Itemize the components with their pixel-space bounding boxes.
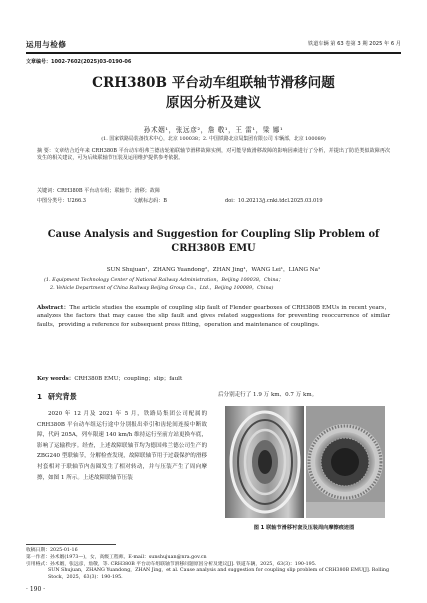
section-tag: 运用与检修: [26, 40, 67, 49]
abstract-en-label: Abstract：: [37, 305, 70, 311]
clc-number: 中图分类号：U266.3: [37, 198, 86, 204]
footnote-author: 第一作者：孙术姻(1973—)，女，高级工程师。E-mail：sunshujuan@nra.gov.cn: [26, 554, 207, 560]
article-number: 文章编号：1002-7602(2025)03-0190-06: [26, 59, 132, 65]
authors-en: SUN Shujuan¹，ZHANG Yuandong²，ZHAN Jing¹，WANG Lei¹，LIANG Na¹: [106, 267, 321, 273]
section-title: 研究背景: [48, 392, 77, 401]
footnote-rule: [26, 544, 116, 545]
keywords-cn: 关键词：CRH380B 平台动车组；联轴节；滑移；故障: [37, 188, 160, 194]
figure-1: [225, 406, 385, 518]
affiliation-en-line-2: 2. Vehicle Department of China Railway Beijing Group Co.，Ltd.，Beijing 100089，China): [50, 284, 274, 291]
footnote-received: 收稿日期：2025-01-16: [26, 548, 78, 553]
footnote-citation-cn: 引用格式：孙术姻，张远彦，詹敬，等. CRH380B 平台动车组联轴节滑移问题原因分析及建议[J]. 铁道车辆，2025，63(3)：190-195.: [26, 561, 317, 567]
coupling-photos: [225, 406, 385, 518]
section-heading: [37, 392, 77, 402]
keywords-en-text: CRH380B EMU；coupling；slip；fault: [74, 376, 183, 382]
title-cn-line-1: CRH380B 平台动车组联轴节滑移问题: [92, 75, 335, 91]
keywords-en-label: Key words：: [37, 376, 75, 382]
figure-caption: 图 1 联轴节滑移衬套及压装周向摩擦痕迹图: [253, 525, 355, 531]
title-en: [0, 228, 427, 256]
page-number: · 190 ·: [26, 586, 46, 593]
affiliation-cn: (1. 国家铁路局装备技术中心，北京 100038；2. 中国铁路北京局集团有限公司 车辆部，北京 100089): [101, 136, 326, 142]
affiliation-en: [44, 277, 389, 293]
journal-info: 铁道车辆 第 63 卷第 3 期 2025 年 6 月: [307, 41, 401, 47]
coupling-photo-left: [225, 406, 304, 518]
abstract-en-text: The article studies the example of coupling slip fault of Flender gearboxes of CRH380B EMUs in recent years，analyzes the factors that may cause the slip fault and gives related suggestions for preventing reoccurrence of similar faults，providing a reference for subsequent press fitting，operation and maintenance of couplings.: [37, 305, 390, 328]
title-en-line-1: Cause Analysis and Suggestion for Coupling Slip Problem of: [47, 229, 380, 240]
body-text-left: 2020 年 12 月及 2021 年 5 月，铁路局集团公司配属的 CRH380B 平台动车组运行途中分别报出牵引和齿轮间连接中断故障，代码 205A，列车限速 140 km/h 维持运行至前方站更换车底，影响了运输秩序。经查，上述故障联轴节均为德国弗兰德公司生产的 ZBG240 型联轴节，分解检查发现，故障联轴节用于过载保护的滑移衬套相对于联轴节内齿圈发生了相对转动，并与压装产生了周向摩擦，如图 1 所示。上述故障联轴节压装: [37, 411, 207, 481]
footnotes: [26, 548, 396, 582]
keywords-en: [37, 374, 182, 382]
affiliation-en-line-1: (1. Equipment Technology Center of National Railway Administration，Beijing 100038，China；: [44, 277, 284, 283]
authors-cn: 孙术姻¹，张远彦²，詹 敬¹，王 雷¹，梁 娜¹: [143, 126, 284, 134]
header-rule: [26, 52, 401, 54]
document-code: 文献标志码：B: [133, 198, 167, 204]
body-text-right: 后分别走行了 1.9 万 km、0.7 万 km。: [218, 392, 318, 398]
title-en-line-2: CRH380B EMU: [171, 243, 256, 254]
footnote-citation-en: SUN Shujuan，ZHANG Yuandong，ZHAN Jing，et al. Cause analysis and suggestion for coupling slip problem of CRH380B EMU[J]. Rolling Stock，2025，63(3)：190-195.: [48, 568, 390, 581]
section-number: 1: [37, 392, 43, 401]
coupling-photo-right: [306, 406, 385, 518]
title-cn-line-2: 原因分析及建议: [165, 95, 262, 111]
abstract-cn: 摘 要：文章结合近年来 CRH380B 平台动车组弗兰德齿轮箱联轴节滑移故障实例，对可能导致滑移故障的影响因素进行了分析，并提出了防范类似故障再次发生的相关建议，可为后续联轴节压装及运用维护提供参考依据。: [37, 148, 390, 162]
doi[interactable]: doi：10.20213/j.cnki.tdcl.2025.03.019: [225, 198, 323, 204]
abstract-en: [37, 304, 390, 329]
